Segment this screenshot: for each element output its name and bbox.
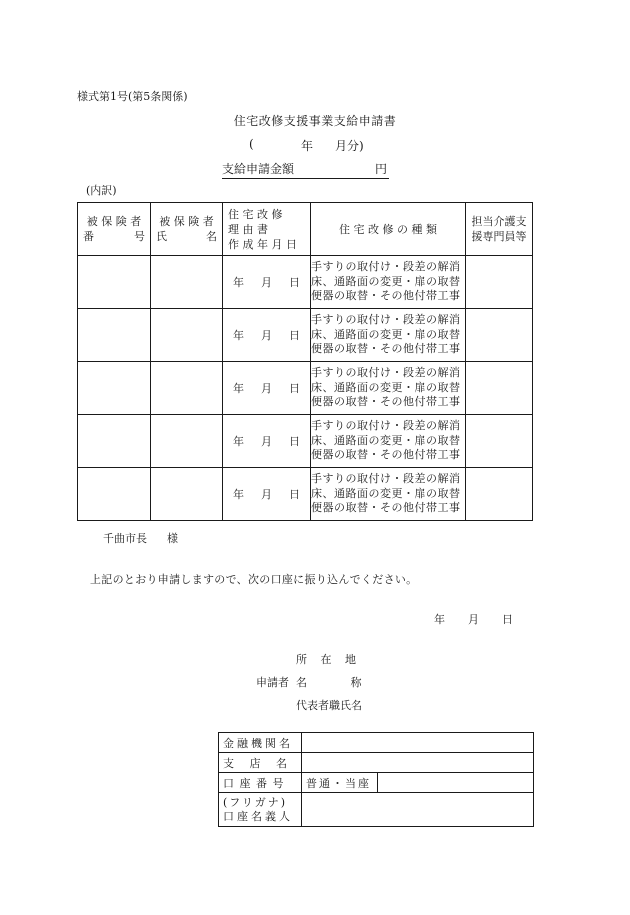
- header-care-manager-line2: 援専門員等: [471, 230, 527, 243]
- bank-furigana-text: (フリガナ): [223, 795, 288, 809]
- form-id: 様式第1号(第5条関係): [77, 90, 188, 103]
- table-row: [78, 362, 533, 415]
- header-renovation-type-label: 住 宅 改 修 の 種 類: [339, 223, 437, 236]
- row-month: 月: [261, 382, 272, 395]
- header-insured-name-line1: 被 保 険 者: [159, 215, 214, 228]
- header-care-manager: [466, 203, 533, 256]
- row-day: 日: [289, 276, 300, 289]
- renovation-type-cell: [311, 415, 466, 468]
- header-insured-number-line1: 被 保 険 者: [86, 215, 142, 228]
- reason-date-cell[interactable]: [223, 415, 311, 468]
- date-month: 月: [468, 613, 479, 626]
- reason-date-cell[interactable]: [223, 309, 311, 362]
- row-year: 年: [233, 329, 244, 342]
- address-label: 所 在 地: [296, 653, 356, 666]
- header-renovation-type: [311, 203, 466, 256]
- header-reason-line2: 理 由 書: [228, 222, 268, 236]
- bank-holder-label: [219, 793, 302, 827]
- addressee-honorific: 様: [167, 532, 178, 545]
- insured-name-cell[interactable]: [151, 415, 223, 468]
- bank-account-table: [218, 732, 534, 827]
- kind-line-2: 床、通路面の変更・扉の取替: [311, 327, 461, 341]
- date-day: 日: [502, 613, 513, 626]
- renovation-type-cell: [311, 362, 466, 415]
- kind-line-1: 手すりの取付け・段差の解消: [311, 366, 461, 380]
- row-month: 月: [261, 435, 272, 448]
- renovation-type-cell: [311, 256, 466, 309]
- table-row: [78, 415, 533, 468]
- table-row: [78, 468, 533, 521]
- kind-line-3: 便器の取替・その他付帯工事: [311, 289, 461, 303]
- bank-account-label: [219, 773, 302, 793]
- bank-row-branch: [219, 753, 534, 773]
- kind-line-1: 手すりの取付け・段差の解消: [311, 260, 461, 274]
- period-line: [249, 137, 369, 151]
- document-title: 住宅改修支援事業支給申請書: [233, 114, 397, 128]
- insured-name-cell[interactable]: [151, 468, 223, 521]
- row-month: 月: [261, 276, 272, 289]
- care-manager-cell[interactable]: [466, 309, 533, 362]
- bank-institution-label: [219, 733, 302, 753]
- header-reason-line1: 住 宅 改 修: [228, 207, 283, 221]
- kind-line-3: 便器の取替・その他付帯工事: [311, 501, 461, 515]
- row-year: 年: [233, 488, 244, 501]
- header-reason-line3: 作 成 年 月 日: [228, 237, 297, 251]
- breakdown-table: [77, 202, 533, 521]
- insured-number-cell[interactable]: [78, 309, 151, 362]
- bank-account-type-text: 普通・当座: [306, 776, 371, 790]
- row-year: 年: [233, 382, 244, 395]
- period-open: (: [249, 137, 254, 151]
- care-manager-cell[interactable]: [466, 362, 533, 415]
- row-month: 月: [261, 488, 272, 501]
- bank-account-type[interactable]: [302, 773, 378, 793]
- amount-line: [222, 160, 389, 179]
- header-insured-name-line2b: 名: [206, 230, 217, 243]
- amount-label: 支給申請金額: [222, 162, 295, 176]
- care-manager-cell[interactable]: [466, 468, 533, 521]
- kind-line-2: 床、通路面の変更・扉の取替: [311, 433, 461, 447]
- bank-row-institution: [219, 733, 534, 753]
- application-date: [434, 611, 524, 627]
- row-day: 日: [289, 435, 300, 448]
- insured-name-cell[interactable]: [151, 309, 223, 362]
- kind-line-3: 便器の取替・その他付帯工事: [311, 342, 461, 356]
- name-label: 名 称: [296, 676, 362, 689]
- row-day: 日: [289, 382, 300, 395]
- header-reason-date: [223, 203, 311, 256]
- bank-branch-field[interactable]: [302, 753, 534, 773]
- insured-number-cell[interactable]: [78, 256, 151, 309]
- bank-account-text: 口 座 番 号: [223, 776, 284, 790]
- kind-line-1: 手すりの取付け・段差の解消: [311, 472, 461, 486]
- row-month: 月: [261, 329, 272, 342]
- care-manager-cell[interactable]: [466, 256, 533, 309]
- kind-line-3: 便器の取替・その他付帯工事: [311, 448, 461, 462]
- insured-number-cell[interactable]: [78, 415, 151, 468]
- bank-branch-text: 支 店 名: [223, 756, 287, 770]
- addressee: [103, 530, 193, 546]
- period-year: 年: [301, 139, 314, 153]
- bank-institution-text: 金融機関名: [223, 736, 293, 750]
- representative-label: 代表者職氏名: [296, 699, 362, 712]
- renovation-type-cell: [311, 309, 466, 362]
- insured-number-cell[interactable]: [78, 468, 151, 521]
- header-insured-name: [151, 203, 223, 256]
- header-insured-name-line2a: 氏: [156, 230, 167, 243]
- table-header-row: [78, 203, 533, 256]
- addressee-name: 千曲市長: [103, 532, 147, 545]
- amount-unit: 円: [374, 162, 387, 176]
- care-manager-cell[interactable]: [466, 415, 533, 468]
- bank-account-number-field[interactable]: [378, 773, 534, 793]
- request-text: 上記のとおり申請しますので、次の口座に振り込んでください。: [90, 573, 418, 586]
- breakdown-label: (内訳): [86, 184, 117, 197]
- row-day: 日: [289, 329, 300, 342]
- insured-name-cell[interactable]: [151, 256, 223, 309]
- bank-branch-label: [219, 753, 302, 773]
- header-insured-number-line2b: 号: [134, 230, 145, 243]
- kind-line-2: 床、通路面の変更・扉の取替: [311, 274, 461, 288]
- kind-line-2: 床、通路面の変更・扉の取替: [311, 486, 461, 500]
- bank-holder-text: 口座名義人: [223, 809, 293, 823]
- table-row: [78, 256, 533, 309]
- insured-number-cell[interactable]: [78, 362, 151, 415]
- row-year: 年: [233, 276, 244, 289]
- bank-row-account: [219, 773, 534, 793]
- reason-date-cell[interactable]: [223, 468, 311, 521]
- table-row: [78, 309, 533, 362]
- header-insured-number-line2a: 番: [83, 230, 94, 243]
- reason-date-cell[interactable]: [223, 256, 311, 309]
- kind-line-1: 手すりの取付け・段差の解消: [311, 313, 461, 327]
- header-care-manager-line1: 担当介護支: [471, 215, 527, 228]
- reason-date-cell[interactable]: [223, 362, 311, 415]
- insured-name-cell[interactable]: [151, 362, 223, 415]
- header-insured-number: [78, 203, 151, 256]
- kind-line-1: 手すりの取付け・段差の解消: [311, 419, 461, 433]
- bank-institution-field[interactable]: [302, 733, 534, 753]
- row-year: 年: [233, 435, 244, 448]
- applicant-label: 申請者: [256, 676, 289, 689]
- kind-line-2: 床、通路面の変更・扉の取替: [311, 380, 461, 394]
- period-month: 月分): [335, 139, 364, 153]
- bank-row-holder: [219, 793, 534, 827]
- bank-holder-field[interactable]: [302, 793, 534, 827]
- kind-line-3: 便器の取替・その他付帯工事: [311, 395, 461, 409]
- row-day: 日: [289, 488, 300, 501]
- date-year: 年: [434, 613, 445, 626]
- renovation-type-cell: [311, 468, 466, 521]
